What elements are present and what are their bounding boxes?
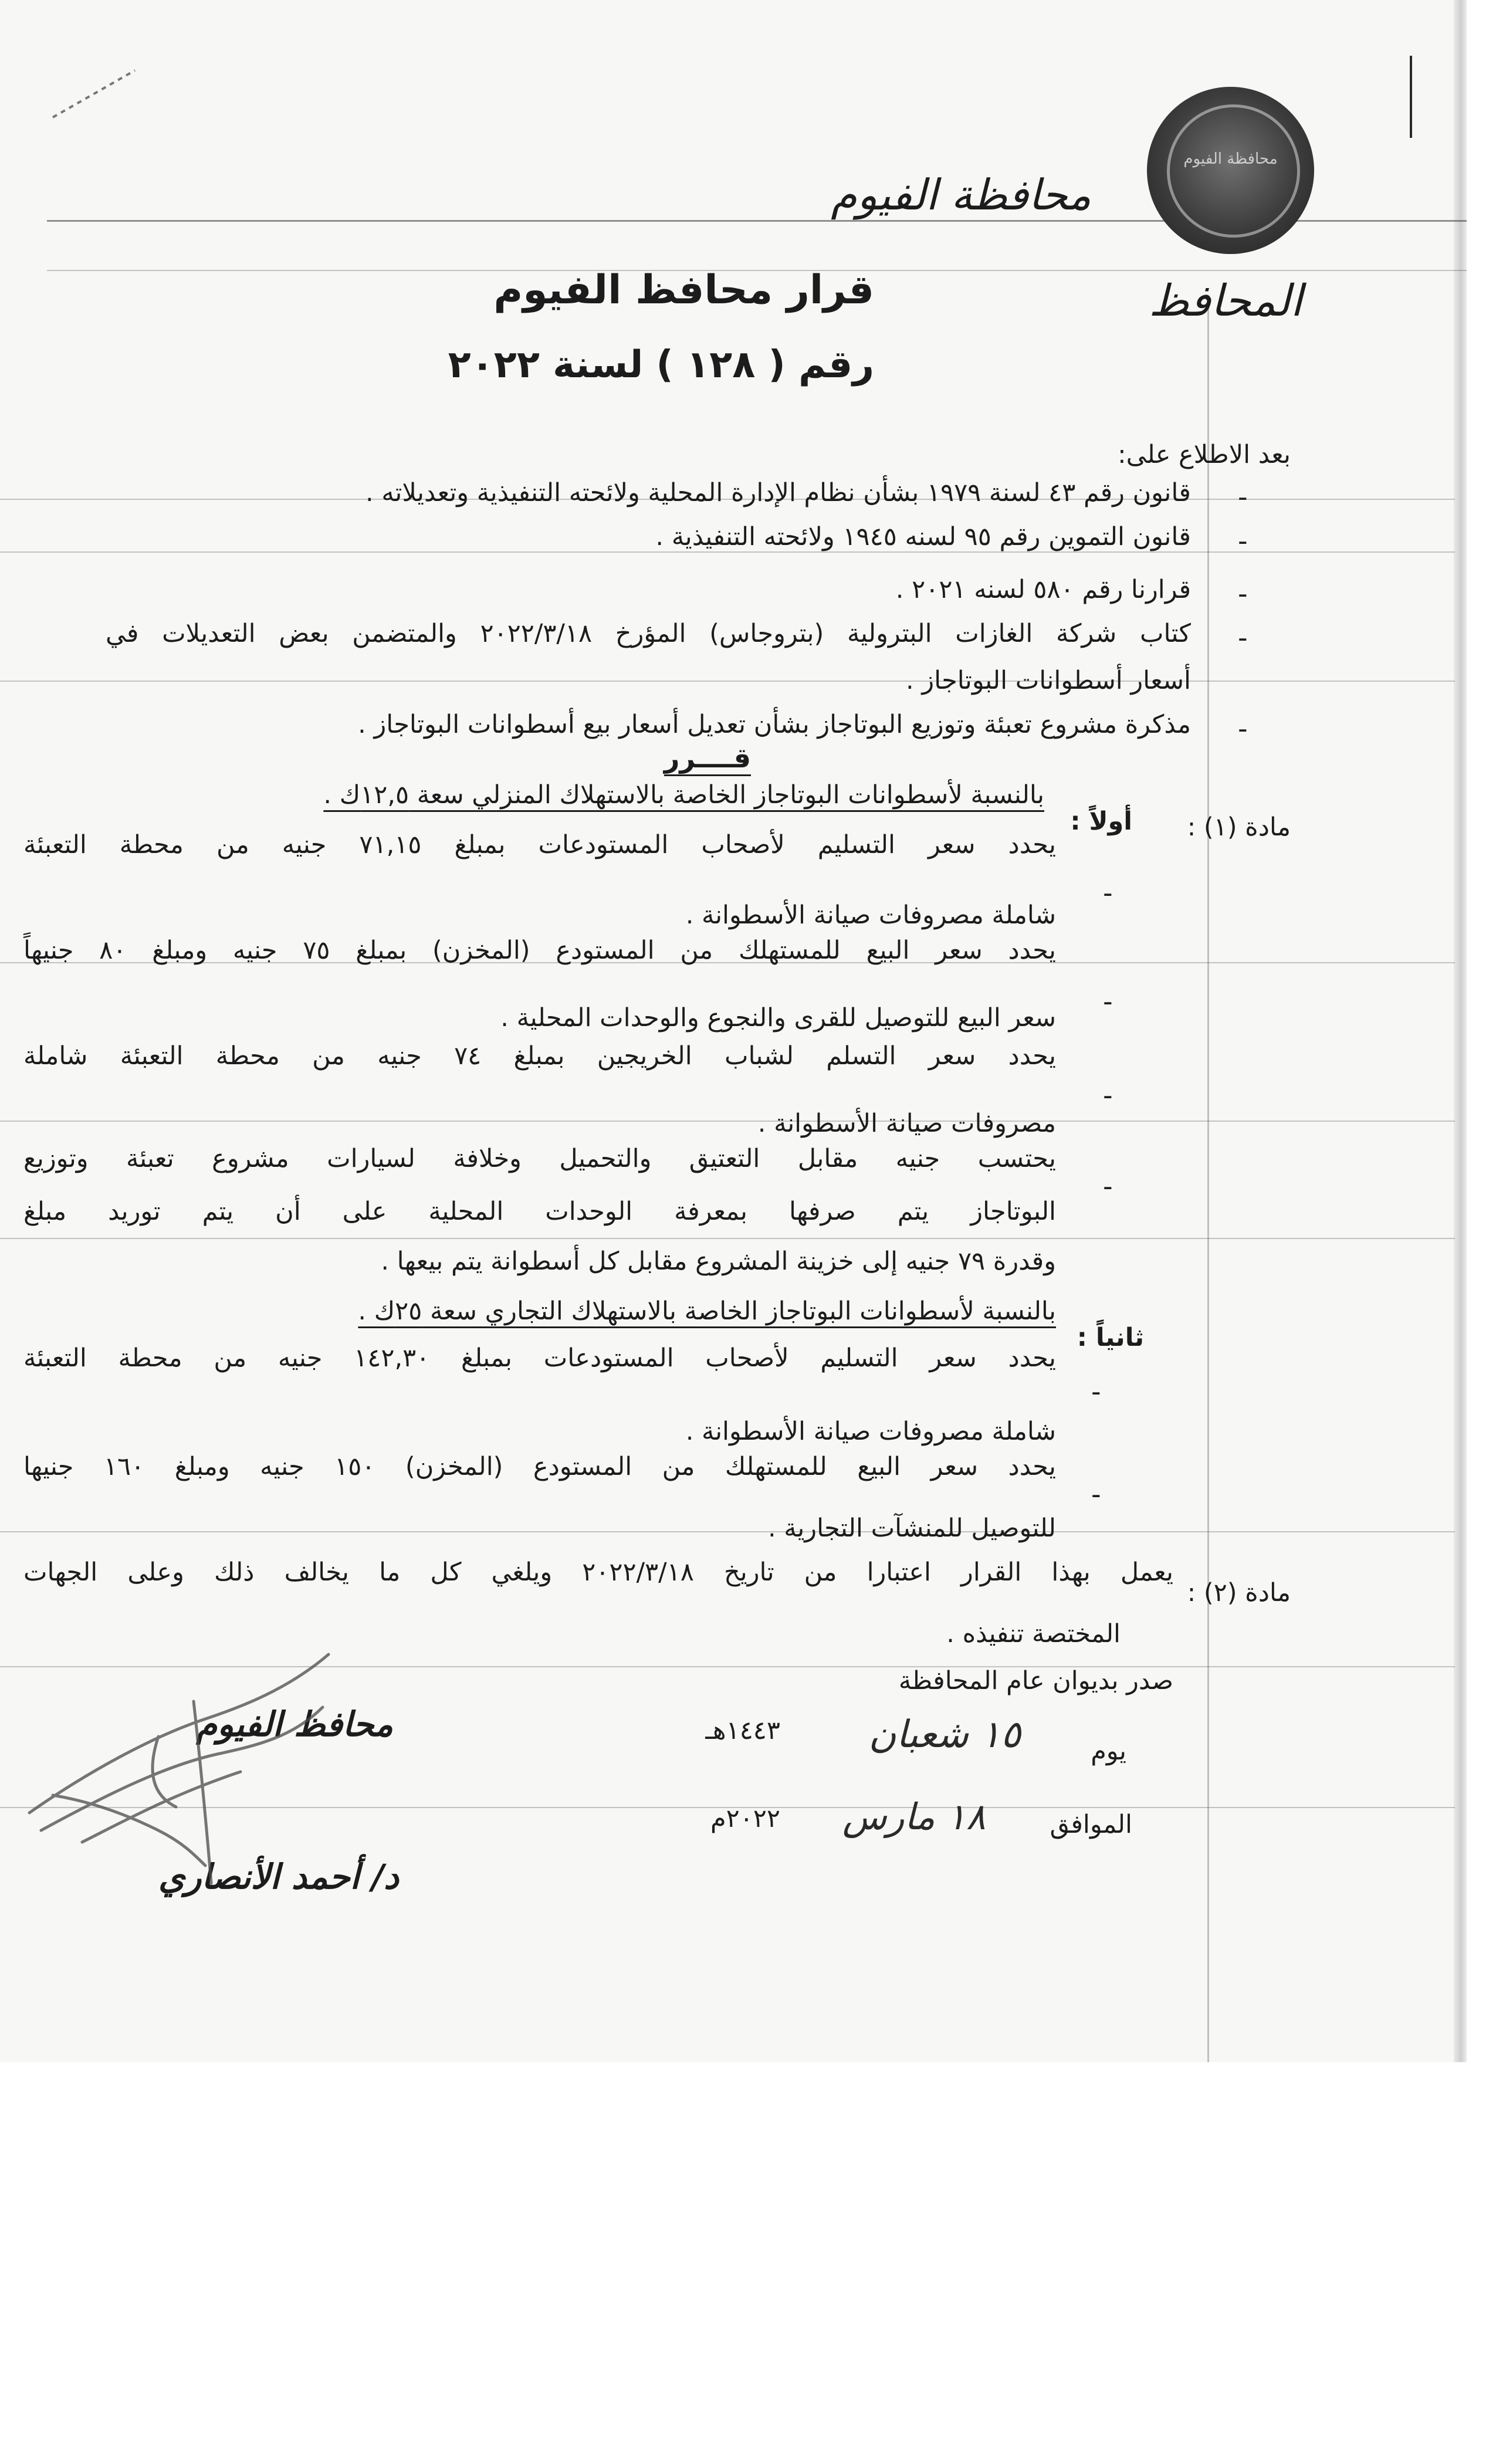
signer-title: محافظ الفيوم — [196, 1704, 393, 1744]
preamble-item: مذكرة مشروع تعبئة وتوزيع البوتاجاز بشأن تعديل أسعار بيع أسطوانات البوتاجاز . — [358, 710, 1191, 739]
article1-line: البوتاجاز يتم صرفها بمعرفة الوحدات المحلية على أن يتم توريد مبلغ — [23, 1197, 1056, 1226]
margin-line — [1207, 305, 1209, 2062]
article1-line: يحدد سعر التسليم لأصحاب المستودعات بمبلغ ١٤٢,٣٠ جنيه من محطة التعبئة — [23, 1343, 1057, 1373]
scan-line — [0, 1121, 1455, 1122]
corner-mark — [47, 59, 141, 129]
gregorian-year: ٢٠٢٢م — [710, 1804, 780, 1833]
article2-label: مادة (٢) : — [1187, 1578, 1291, 1607]
hijri-year: ١٤٤٣هـ — [705, 1716, 780, 1745]
preamble-item: قانون التموين رقم ٩٥ لسنه ١٩٤٥ ولائحته التنفيذية . — [655, 522, 1191, 551]
article1-line: للتوصيل للمنشآت التجارية . — [767, 1514, 1056, 1543]
bullet-dash: - — [1091, 1376, 1101, 1407]
scan-line — [0, 1238, 1455, 1239]
bullet-dash: - — [1238, 622, 1248, 654]
bullet-dash: - — [1238, 578, 1248, 610]
date-handwritten: ١٨ مارس — [842, 1795, 986, 1838]
article1-second-label: ثانياً : — [1077, 1323, 1144, 1352]
day-handwritten: ١٥ شعبان — [868, 1713, 1021, 1756]
signer-name: د/ أحمد الأنصاري — [158, 1857, 399, 1897]
article2-line: المختصة تنفيذه . — [946, 1619, 1121, 1649]
decree-number: رقم ( ١٢٨ ) لسنة ٢٠٢٢ — [448, 343, 874, 387]
page-edge — [1454, 0, 1467, 2062]
article1-line: سعر البيع للتوصيل للقرى والنجوع والوحدات المحلية . — [500, 1003, 1056, 1033]
article1-line: يحدد سعر البيع للمستهلك من المستودع (المخزن) ١٥٠ جنيه ومبلغ ١٦٠ جنيها — [23, 1452, 1056, 1481]
decision-word: قــــرر — [664, 742, 751, 774]
article1-line: شاملة مصروفات صيانة الأسطوانة . — [685, 1417, 1056, 1446]
governorate-seal: محافظة الفيوم — [1147, 87, 1314, 254]
bullet-dash: - — [1238, 525, 1248, 557]
day-label: يوم — [1091, 1737, 1126, 1766]
bullet-dash: - — [1103, 1079, 1113, 1111]
bullet-dash: - — [1091, 1478, 1101, 1510]
bullet-dash: - — [1103, 986, 1113, 1017]
article1-line: يحدد سعر البيع للمستهلك من المستودع (المخزن) بمبلغ ٧٥ جنيه ومبلغ ٨٠ جنيهاً — [23, 936, 1056, 965]
office-label: المحافظ — [1149, 276, 1302, 326]
scan-line — [0, 681, 1455, 682]
margin-mark — [1410, 56, 1412, 138]
scan-line — [0, 551, 1455, 553]
decree-title: قرار محافظ الفيوم — [493, 267, 874, 313]
scan-line — [0, 1531, 1455, 1532]
preamble-item-cont: أسعار أسطوانات البوتاجاز . — [906, 666, 1191, 695]
article1-second-heading: بالنسبة لأسطوانات البوتاجاز الخاصة بالاستهلاك التجاري سعة ٢٥ك . — [358, 1297, 1056, 1326]
article1-line: شاملة مصروفات صيانة الأسطوانة . — [685, 901, 1056, 930]
article1-first-heading: بالنسبة لأسطوانات البوتاجاز الخاصة بالاستهلاك المنزلي سعة ١٢,٥ك . — [323, 780, 1044, 810]
governorate-name: محافظة الفيوم — [831, 170, 1091, 219]
issued-text: صدر بديوان عام المحافظة — [898, 1666, 1173, 1695]
article1-label: مادة (١) : — [1187, 813, 1291, 842]
preamble-item: قانون رقم ٤٣ لسنة ١٩٧٩ بشأن نظام الإدارة المحلية ولائحته التنفيذية وتعديلاته . — [365, 478, 1191, 507]
bullet-dash: - — [1103, 1170, 1113, 1202]
bullet-dash: - — [1103, 877, 1113, 909]
bullet-dash: - — [1238, 481, 1248, 513]
handwritten-signature — [18, 1619, 346, 1924]
preamble-item: كتاب شركة الغازات البترولية (بتروجاس) المؤرخ ٢٠٢٢/٣/١٨ والمتضمن بعض التعديلات في — [106, 619, 1191, 648]
preamble-intro: بعد الاطلاع على: — [1118, 440, 1291, 469]
article1-line: مصروفات صيانة الأسطوانة . — [757, 1109, 1056, 1138]
article1-line: وقدرة ٧٩ جنيه إلى خزينة المشروع مقابل كل أسطوانة يتم بيعها . — [381, 1247, 1056, 1276]
corresponding-label: الموافق — [1050, 1810, 1132, 1839]
preamble-item: قرارنا رقم ٥٨٠ لسنه ٢٠٢١ . — [895, 575, 1191, 604]
article1-line: يحدد سعر التسلم لشباب الخريجين بمبلغ ٧٤ جنيه من محطة التعبئة شاملة — [23, 1041, 1056, 1071]
article2-line: يعمل بهذا القرار اعتبارا من تاريخ ٢٠٢٢/٣/١٨ ويلغي كل ما يخالف ذلك وعلى الجهات — [23, 1558, 1173, 1587]
article1-first-label: أولاً : — [1070, 807, 1132, 836]
article1-line: يحدد سعر التسليم لأصحاب المستودعات بمبلغ ٧١,١٥ جنيه من محطة التعبئة — [23, 830, 1056, 859]
bullet-dash: - — [1238, 713, 1248, 744]
article1-line: يحتسب جنيه مقابل التعتيق والتحميل وخلافة لسيارات مشروع تعبئة وتوزيع — [23, 1144, 1056, 1173]
